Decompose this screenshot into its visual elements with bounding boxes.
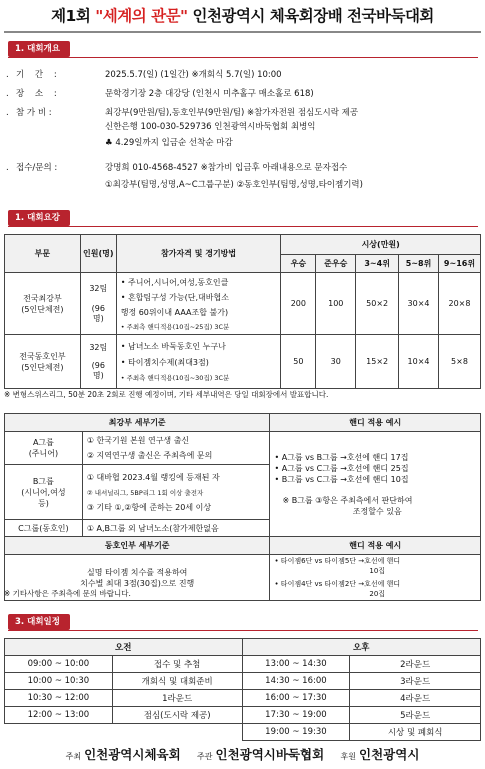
group-name: A그룹 xyxy=(32,438,54,447)
amateur-header-left: 동호인부 세부기준 xyxy=(5,537,270,555)
amateur-handicap-line: • 타이젬4단 vs 타이젬2단 →호선에 핸디 xyxy=(274,580,401,588)
criteria-line: ① 대바협 2023.4월 랭킹에 등재된 자 xyxy=(86,472,220,482)
header-rank-1: 우승 xyxy=(281,255,316,273)
qual-line: • 주최측 핸디적용(10집~25집) 3C분 xyxy=(120,322,230,331)
period-label: 기 간 : xyxy=(16,70,61,80)
schedule-am-event: 1라운드 xyxy=(112,690,242,707)
prize-cell: 15×2 xyxy=(356,335,399,389)
schedule-pm-time: 17:30 ~ 19:00 xyxy=(242,707,350,724)
division-name: 전국최강부 xyxy=(23,293,62,303)
amateur-handicap-line: 10집 xyxy=(369,567,386,575)
qual-line: • 남녀노소 바둑동호인 누구나 xyxy=(120,342,226,351)
sponsor-tag: 후원 xyxy=(340,752,357,761)
division-cell xyxy=(5,335,81,389)
contact-detail: ①최강부(팀명,성명,A~C그룹구분) ②동호인부(팀명,성명,타이젬기력) xyxy=(105,180,363,190)
overview-venue: . 장 소 : xyxy=(6,89,84,100)
fee-deadline: ♣ 4.29일까지 입금순 선착순 마감 xyxy=(105,138,233,148)
prize-cell: 50×2 xyxy=(356,273,399,335)
handicap-example: • A그룹 vs B그룹 →호선에 핸디 17집 xyxy=(274,452,409,462)
section-overview-header: 1. 대회개요 xyxy=(8,41,70,57)
division-name: 전국동호인부 xyxy=(19,351,66,361)
division-type: (5인단체전) xyxy=(21,304,64,314)
contact-value: 강명희 010-4568-4527 ※참가비 입금후 아래내용으로 문자접수 xyxy=(105,163,348,173)
schedule-pm-event: 4라운드 xyxy=(350,690,481,707)
fee-value-main: 최강부(9만원/팀),동호인부(9만원/팀) xyxy=(105,108,247,118)
sponsor-name: 인천광역시 xyxy=(359,747,420,762)
group-name-cell xyxy=(5,432,83,465)
schedule-am-event xyxy=(112,724,242,741)
group-criteria-cell xyxy=(82,432,270,465)
prize-cell: 200 xyxy=(281,273,316,335)
qual-line: 행정 60위이내 AAA조합 불가) xyxy=(120,307,229,317)
schedule-pm-event: 2라운드 xyxy=(350,656,481,673)
criteria-line: ③ 기타 ①,②항에 준하는 20세 이상 xyxy=(86,502,212,512)
qual-line: • 주니어,시니어,여성,동호인클 xyxy=(120,277,229,287)
prize-cell: 10×4 xyxy=(399,335,439,389)
schedule-pm-time: 13:00 ~ 14:30 xyxy=(242,656,350,673)
section-overview-divider xyxy=(8,57,478,58)
rules-note: ※ 변형스위스리그, 50분 20초 2회로 진행 예정이며, 기타 세부내역은 당일 대회장에서 발표합니다. xyxy=(4,390,329,399)
title-pre: 제1회 xyxy=(51,7,96,25)
schedule-am-time: 09:00 ~ 10:00 xyxy=(5,656,113,673)
schedule-pm-time: 19:00 ~ 19:30 xyxy=(242,724,350,741)
count-cell xyxy=(80,273,116,335)
group-subname: (시니어,여성 xyxy=(21,487,66,497)
table-row xyxy=(5,690,481,707)
schedule-pm-time: 14:30 ~ 16:00 xyxy=(242,673,350,690)
organizer-tag: 주관 xyxy=(197,752,213,761)
qual-line: • 타이젬치수제(최대3점) xyxy=(120,358,209,367)
table-row xyxy=(5,724,481,741)
criteria-line: ① 한국기원 본원 연구생 출신 xyxy=(86,436,190,445)
handicap-note: ※ B그룹 ③항은 주최측에서 판단하여 xyxy=(282,495,413,505)
schedule-am-event: 점심(도시락 제공) xyxy=(112,707,242,724)
footer xyxy=(0,745,485,763)
division-cell xyxy=(5,273,81,335)
period-value: 2025.5.7(일) (1일간) ※개회식 5.7(일) 10:00 xyxy=(105,70,282,80)
schedule-afternoon-header: 오후 xyxy=(242,639,480,656)
division-type: (5인단체전) xyxy=(21,362,64,372)
handicap-examples-cell xyxy=(270,432,481,537)
venue-value: 문학경기장 2층 대강당 (인천시 미추홀구 매소홀로 618) xyxy=(105,89,314,99)
schedule-pm-event: 5라운드 xyxy=(350,707,481,724)
count-teams: 32팀 xyxy=(89,284,108,293)
schedule-pm-event: 3라운드 xyxy=(350,673,481,690)
table-row xyxy=(5,673,481,690)
footer-host xyxy=(66,747,181,762)
header-rank-3: 3~4위 xyxy=(356,255,399,273)
criteria-line: ② 내셔널리그, 5BP리그 1회 이상 출전자 xyxy=(86,488,204,497)
header-count: 인원(명) xyxy=(80,235,116,273)
handicap-example: • B그룹 vs C그룹 →호선에 핸디 10집 xyxy=(274,474,409,484)
section-rules-header: 1. 대회요강 xyxy=(8,210,70,226)
schedule-am-event: 접수 및 추첨 xyxy=(112,656,242,673)
table-row xyxy=(5,432,481,465)
table-row xyxy=(5,273,481,335)
rules-table xyxy=(4,234,481,389)
host-tag: 주최 xyxy=(65,752,82,761)
schedule-pm-event: 시상 및 폐회식 xyxy=(350,724,481,741)
qualification-cell xyxy=(116,335,281,389)
fee-value xyxy=(105,108,358,119)
contact-label: 접수/문의 : xyxy=(16,163,58,173)
amateur-criteria-line: 치수별 최대 3점(30집)으로 진행 xyxy=(80,578,195,588)
overview-fee: . 참 가 비 : xyxy=(6,108,84,119)
header-division: 부문 xyxy=(5,235,81,273)
header-qualification: 참가자격 및 경기방법 xyxy=(116,235,281,273)
group-criteria-cell xyxy=(82,465,270,520)
table-row xyxy=(5,656,481,673)
handicap-example: • A그룹 vs C그룹 →호선에 핸디 25집 xyxy=(274,463,409,473)
amateur-header-right: 핸디 적용 예시 xyxy=(270,537,481,555)
overview-period: . 기 간 : xyxy=(6,70,84,81)
group-subname: 등) xyxy=(37,498,49,508)
header-rank-5: 9~16위 xyxy=(439,255,481,273)
prize-cell: 20×8 xyxy=(439,273,481,335)
fee-account: 신한은행 100-030-529736 인천광역시바둑협회 최병익 xyxy=(105,122,316,132)
host-name: 인천광역시체육회 xyxy=(84,747,181,762)
count-people: (96 xyxy=(91,304,105,313)
group-name: B그룹 xyxy=(32,476,54,486)
section-schedule-divider xyxy=(8,630,478,631)
group-header-left: 최강부 세부기준 xyxy=(5,414,270,432)
schedule-table xyxy=(4,638,481,741)
title-highlight: "세계의 관문" xyxy=(95,7,188,25)
schedule-am-time: 10:30 ~ 12:00 xyxy=(5,690,113,707)
schedule-am-event: 개회식 및 대회준비 xyxy=(112,673,242,690)
prize-cell: 30×4 xyxy=(399,273,439,335)
qualification-cell xyxy=(116,273,281,335)
table-row xyxy=(5,707,481,724)
group-table xyxy=(4,413,481,601)
group-note: ※ 기타사항은 주최측에 문의 바랍니다. xyxy=(4,589,131,598)
overview-contact: . 접수/문의 : xyxy=(6,163,84,174)
fee-value-lunch: ※참가자전원 점심도시락 제공 xyxy=(246,108,359,118)
group-header-right: 핸디 적용 예시 xyxy=(270,414,481,432)
section-schedule-header: 3. 대회일정 xyxy=(8,614,70,630)
count-cell xyxy=(80,335,116,389)
section-rules-divider xyxy=(8,226,478,227)
group-criteria-cell: ① A,B그룹 외 남녀노소(참가제한없음 xyxy=(82,520,270,537)
count-teams: 32팀 xyxy=(89,343,108,352)
header-rank-4: 5~8위 xyxy=(399,255,439,273)
handicap-note: 조정할수 있음 xyxy=(352,506,402,516)
amateur-handicap-line: • 타이젬6단 vs 타이젬5단 →호선에 핸디 xyxy=(274,557,401,565)
schedule-am-time xyxy=(5,724,113,741)
schedule-am-time: 12:00 ~ 13:00 xyxy=(5,707,113,724)
header-prize: 시상(만원) xyxy=(281,235,481,255)
amateur-criteria-line: 실명 타이젬 치수를 적용하여 xyxy=(87,567,188,577)
count-people: (96 xyxy=(91,361,105,370)
schedule-pm-time: 16:00 ~ 17:30 xyxy=(242,690,350,707)
prize-cell: 50 xyxy=(281,335,316,389)
schedule-am-time: 10:00 ~ 10:30 xyxy=(5,673,113,690)
title-divider xyxy=(4,31,481,33)
schedule-morning-header: 오전 xyxy=(5,639,243,656)
count-unit: 명) xyxy=(92,371,104,380)
table-row xyxy=(5,335,481,389)
group-name-cell: C그룹(동호인) xyxy=(5,520,83,537)
footer-sponsor xyxy=(341,747,420,762)
group-subname: (주니어) xyxy=(28,449,59,458)
prize-cell: 100 xyxy=(316,273,356,335)
fee-label: 참 가 비 : xyxy=(16,108,52,118)
title-post: 인천광역시 체육회장배 전국바둑대회 xyxy=(187,7,434,25)
footer-organizer xyxy=(197,747,324,762)
qual-line: • 주최측 핸디적용(10집~30집) 3C분 xyxy=(120,374,230,382)
header-rank-2: 준우승 xyxy=(316,255,356,273)
qual-line: • 혼합팀구성 가능(단,대바협소 xyxy=(120,292,229,302)
amateur-handicap-cell xyxy=(270,555,481,601)
organizer-name: 인천광역시바둑협회 xyxy=(215,747,325,762)
venue-label: 장 소 : xyxy=(16,89,61,99)
prize-cell: 30 xyxy=(316,335,356,389)
page-title xyxy=(0,4,485,26)
criteria-line: ② 지역연구생 출신은 주최측에 문의 xyxy=(86,451,213,460)
count-unit: 명) xyxy=(92,314,104,323)
group-name-cell xyxy=(5,465,83,520)
amateur-handicap-line: 20집 xyxy=(369,590,386,598)
prize-cell: 5×8 xyxy=(439,335,481,389)
